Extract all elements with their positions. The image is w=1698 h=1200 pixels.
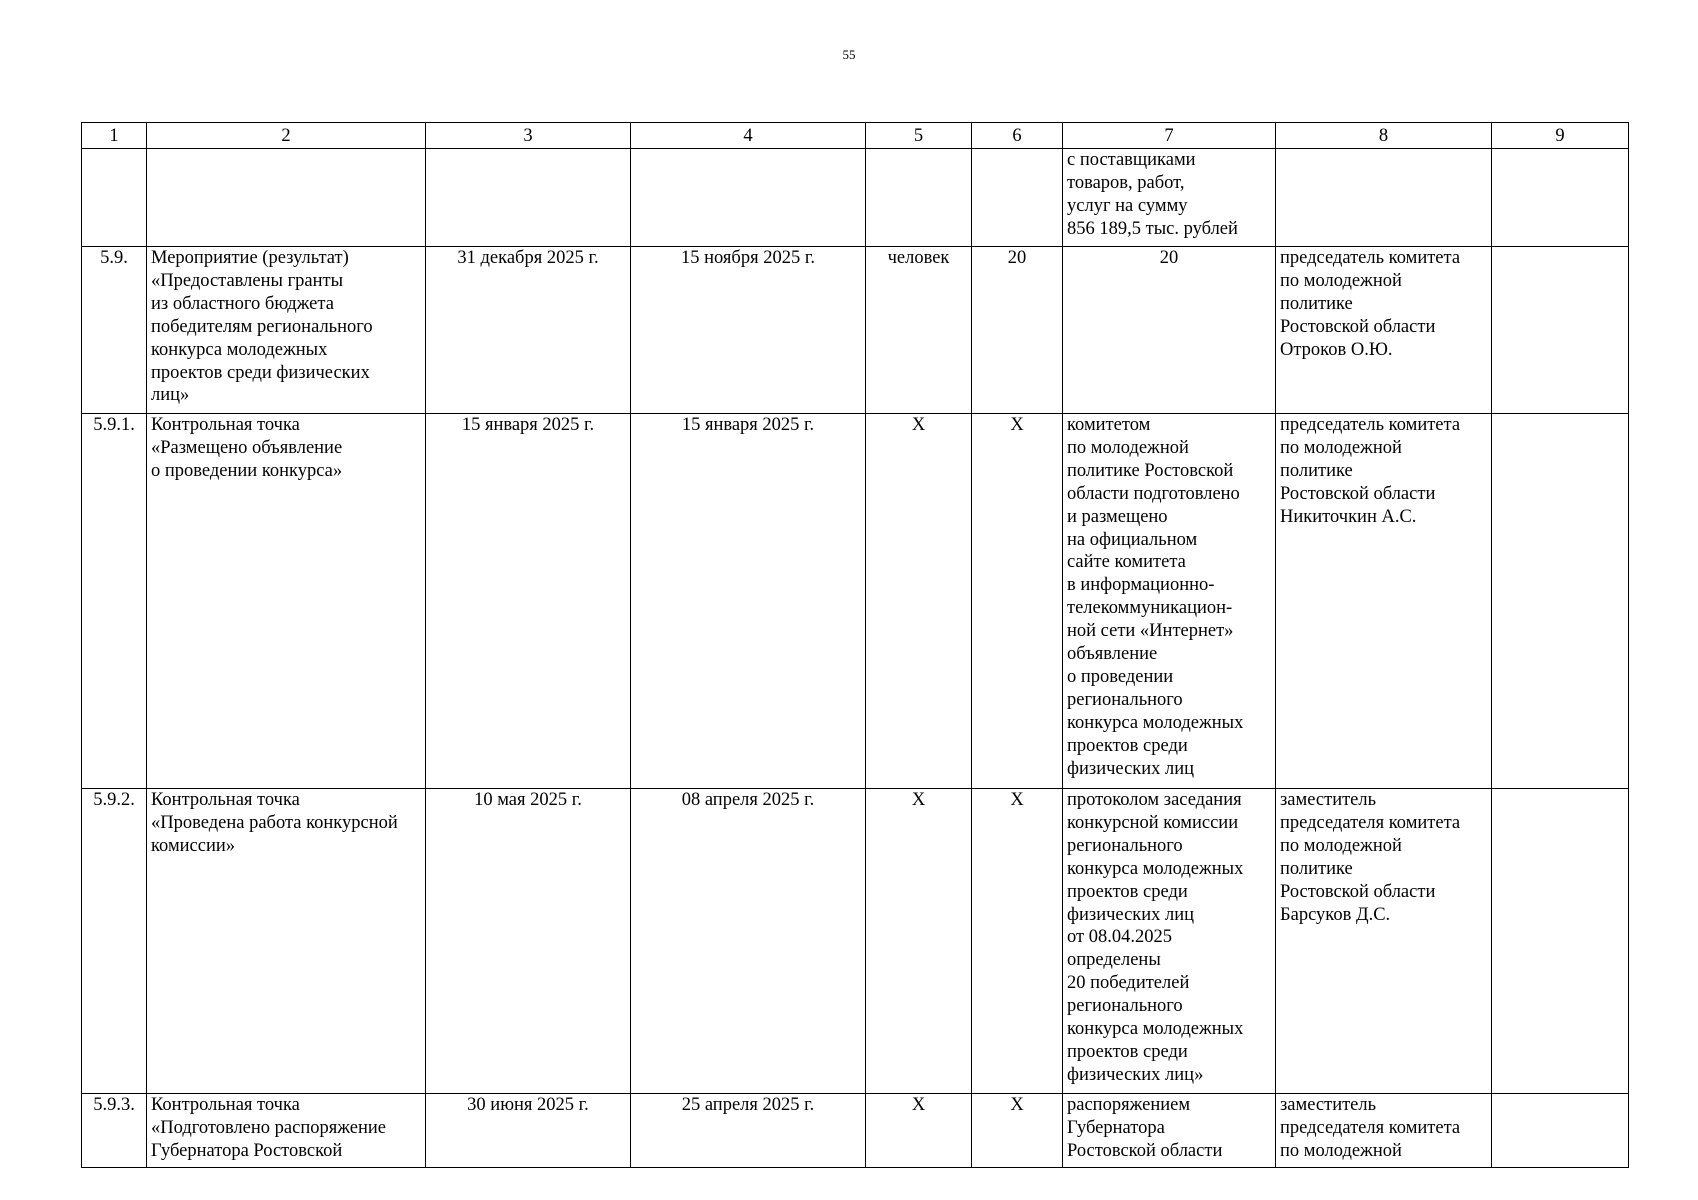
note-cell — [1492, 1094, 1629, 1168]
column-number-row — [82, 123, 1629, 149]
plan-value-cell: Х — [972, 789, 1063, 1094]
fact-value-cell: протоколом заседания конкурсной комиссии регионального конкурса молодежных проектов среди физических лиц от 08.04.2025 определены 20 победителей регионального конкурса молодежных проектов среди физических лиц» — [1063, 789, 1276, 1094]
row-number-cell — [82, 149, 147, 247]
unit-cell: Х — [866, 789, 972, 1094]
fact-date-cell: 15 января 2025 г. — [631, 414, 866, 789]
row-number-cell: 5.9. — [82, 247, 147, 414]
fact-date-cell: 25 апреля 2025 г. — [631, 1094, 866, 1168]
row-number-cell: 5.9.1. — [82, 414, 147, 789]
responsible-cell — [1276, 149, 1492, 247]
event-name-cell: Контрольная точка «Проведена работа конкурсной комиссии» — [147, 789, 426, 1094]
plan-date-cell: 31 декабря 2025 г. — [426, 247, 631, 414]
responsible-cell: заместитель председателя комитета по молодежной — [1276, 1094, 1492, 1168]
column-number: 5 — [866, 123, 972, 149]
event-name-cell — [147, 149, 426, 247]
plan-date-cell: 10 мая 2025 г. — [426, 789, 631, 1094]
event-name-cell: Мероприятие (результат) «Предоставлены гранты из областного бюджета победителям регионального конкурса молодежных проектов среди физических лиц» — [147, 247, 426, 414]
fact-value-cell: 20 — [1063, 247, 1276, 414]
fact-value-cell: комитетом по молодежной политике Ростовской области подготовлено и размещено на официальном сайте комитета в информационно- телекоммуникацион- ной сети «Интернет» объявление о проведении регионального конкурса молодежных проектов среди физических лиц — [1063, 414, 1276, 789]
row-number-cell: 5.9.3. — [82, 1094, 147, 1168]
table-row — [82, 789, 1629, 1094]
column-number: 9 — [1492, 123, 1629, 149]
event-name-cell: Контрольная точка «Размещено объявление о проведении конкурса» — [147, 414, 426, 789]
column-number: 2 — [147, 123, 426, 149]
row-number-cell: 5.9.2. — [82, 789, 147, 1094]
column-number: 3 — [426, 123, 631, 149]
column-number: 7 — [1063, 123, 1276, 149]
table-row — [82, 149, 1629, 247]
table-row — [82, 247, 1629, 414]
plan-date-cell — [426, 149, 631, 247]
plan-date-cell: 15 января 2025 г. — [426, 414, 631, 789]
note-cell — [1492, 789, 1629, 1094]
unit-cell: человек — [866, 247, 972, 414]
table-row — [82, 414, 1629, 789]
fact-date-cell: 08 апреля 2025 г. — [631, 789, 866, 1094]
plan-value-cell: 20 — [972, 247, 1063, 414]
responsible-cell: заместитель председателя комитета по молодежной политике Ростовской области Барсуков Д.С. — [1276, 789, 1492, 1094]
page-number: 55 — [842, 47, 856, 62]
column-number: 1 — [82, 123, 147, 149]
responsible-cell: председатель комитета по молодежной политике Ростовской области Никиточкин А.С. — [1276, 414, 1492, 789]
table-row — [82, 1094, 1629, 1168]
responsible-cell: председатель комитета по молодежной политике Ростовской области Отроков О.Ю. — [1276, 247, 1492, 414]
note-cell — [1492, 149, 1629, 247]
report-table — [81, 122, 1629, 1168]
fact-date-cell — [631, 149, 866, 247]
fact-date-cell: 15 ноября 2025 г. — [631, 247, 866, 414]
column-number: 4 — [631, 123, 866, 149]
unit-cell: Х — [866, 414, 972, 789]
plan-value-cell: Х — [972, 414, 1063, 789]
note-cell — [1492, 414, 1629, 789]
column-number: 8 — [1276, 123, 1492, 149]
column-number: 6 — [972, 123, 1063, 149]
note-cell — [1492, 247, 1629, 414]
unit-cell — [866, 149, 972, 247]
fact-value-cell: распоряжением Губернатора Ростовской области — [1063, 1094, 1276, 1168]
unit-cell: Х — [866, 1094, 972, 1168]
event-name-cell: Контрольная точка «Подготовлено распоряжение Губернатора Ростовской — [147, 1094, 426, 1168]
plan-date-cell: 30 июня 2025 г. — [426, 1094, 631, 1168]
fact-value-cell: с поставщиками товаров, работ, услуг на сумму 856 189,5 тыс. рублей — [1063, 149, 1276, 247]
plan-value-cell: Х — [972, 1094, 1063, 1168]
plan-value-cell — [972, 149, 1063, 247]
